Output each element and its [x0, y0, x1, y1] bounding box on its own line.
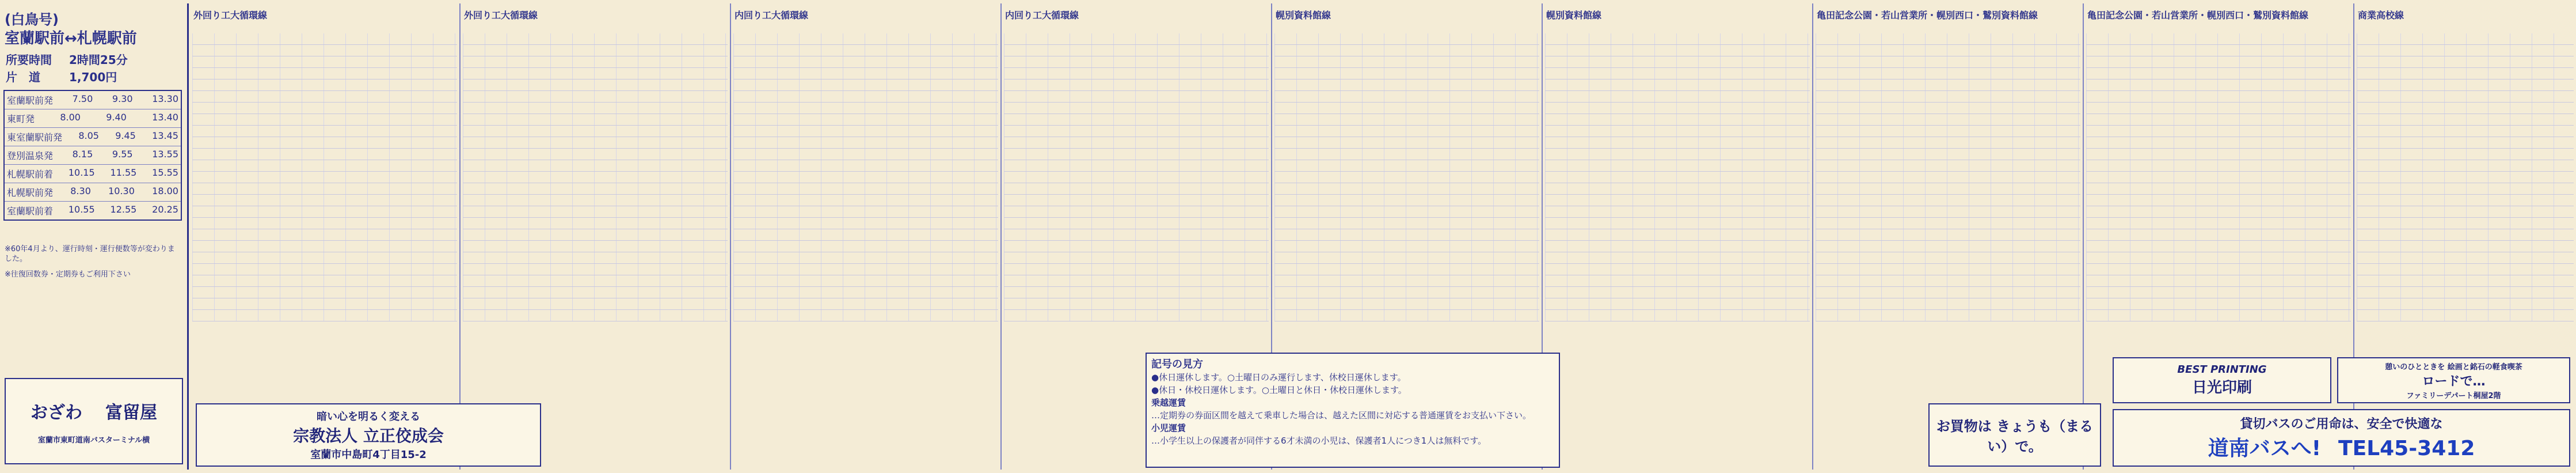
legend-item: ●休日・休校日運休します。○土曜日と休日・休校日運休します。 — [1151, 385, 1407, 395]
stop-name: 室蘭駅前発 — [7, 95, 54, 106]
route-line: 室蘭駅前↔札幌駅前 — [5, 30, 137, 47]
fare-title: 乗越運賃 — [1151, 398, 1186, 408]
time: 12.55 — [110, 204, 137, 215]
fare-value: 1,700円 — [69, 70, 117, 84]
time: 8.30 — [70, 186, 91, 196]
charter-banner — [2113, 409, 2570, 467]
shopping-text: お買物は きょうも（まるい）で。 — [1936, 418, 2094, 455]
time: 13.45 — [152, 130, 178, 141]
time: 9.30 — [112, 93, 133, 104]
temple-org: 宗教法人 立正佼成会 — [293, 426, 444, 445]
timetable-panel — [1543, 3, 1813, 470]
schedule-row — [5, 183, 181, 202]
panel-title: 亀田記念公園・若山営業所・幌別西口・鷲別資料館線 — [2087, 10, 2309, 21]
panel-title: 亀田記念公園・若山営業所・幌別西口・鷲別資料館線 — [1817, 10, 2038, 21]
timetable-panel — [1813, 3, 2084, 470]
time: 7.50 — [72, 93, 93, 104]
shopping-ad — [1928, 403, 2101, 467]
schedule-table — [3, 90, 182, 221]
time: 8.05 — [78, 130, 99, 141]
route-title: (白鳥号) — [5, 12, 59, 28]
printing-jp: 日光印刷 — [2191, 379, 2252, 396]
fare-label: 片 道 — [6, 70, 40, 84]
time: 20.25 — [152, 204, 178, 215]
travel-time-label: 所要時間 — [6, 53, 52, 67]
time: 8.00 — [60, 112, 81, 123]
time: 9.55 — [112, 149, 133, 160]
time: 13.40 — [152, 112, 178, 123]
panel-title: 内回り工大循環線 — [735, 10, 809, 21]
temple-ad — [196, 403, 541, 467]
shop-ozawa: おざわ — [31, 402, 82, 423]
time: 13.55 — [152, 149, 178, 160]
restaurant-name: ロードで… — [2422, 374, 2486, 389]
timetable-grid — [2357, 33, 2574, 321]
stop-name: 札幌駅前着 — [7, 169, 54, 180]
child-title: 小児運賃 — [1151, 423, 1186, 433]
restaurant-ad — [2337, 357, 2570, 403]
panel-title: 商業高校線 — [2358, 10, 2404, 21]
timetable-panel — [461, 3, 731, 470]
company-name: 道南バスへ! — [2208, 437, 2322, 460]
shop-furuya: 富留屋 — [105, 402, 157, 423]
panel-title: 外回り工大循環線 — [464, 10, 538, 21]
timetable-grid — [2086, 33, 2351, 321]
restaurant-place: ファミリーデパート桐屋2階 — [2406, 391, 2501, 400]
fare-text: …定期券の券面区間を越えて乗車した場合は、越えた区間に対応する普通運賃をお支払い下さい。 — [1151, 410, 1532, 421]
schedule-row — [5, 128, 181, 146]
timetable-grid — [1545, 33, 1810, 321]
time: 10.55 — [68, 204, 95, 215]
time: 10.15 — [68, 167, 95, 178]
stop-name: 室蘭駅前着 — [7, 206, 54, 217]
timetable-panel — [731, 3, 1002, 470]
legend-item: ●休日運休します。○土曜日のみ運行します、休校日運休します。 — [1151, 372, 1406, 383]
shop-caption: 室蘭市東町道南バスターミナル横 — [37, 436, 150, 445]
left-shop-ad — [5, 378, 183, 464]
timetable-grid — [192, 33, 457, 321]
schedule-row — [5, 202, 181, 220]
notice-1: ※60年4月より、運行時刻・運行便数等が変わりました。 — [5, 245, 175, 263]
panel-title: 外回り工大循環線 — [193, 10, 268, 21]
timetable-panel — [190, 3, 461, 470]
panel-title: 内回り工大循環線 — [1005, 10, 1079, 21]
time: 10.30 — [108, 186, 135, 196]
timetable-grid — [1274, 33, 1539, 321]
temple-slogan: 暗い心を明るく変える — [317, 411, 420, 423]
stop-name: 登別温泉発 — [7, 150, 54, 161]
panel-title: 幌別資料館線 — [1276, 10, 1331, 21]
time: 11.55 — [110, 167, 137, 178]
stop-name: 東室蘭駅前発 — [7, 132, 63, 143]
temple-address: 室蘭市中島町4丁目15-2 — [310, 449, 427, 461]
legend-title: 記号の見方 — [1151, 358, 1203, 370]
time: 18.00 — [152, 186, 178, 196]
schedule-row — [5, 165, 181, 183]
time: 9.45 — [115, 130, 136, 141]
restaurant-slogan: 憩いのひとときを 絵画と銘石の軽食喫茶 — [2385, 362, 2522, 372]
notice-2: ※往復回数券・定期券もご利用下さい — [5, 270, 131, 279]
schedule-row — [5, 146, 181, 165]
company-tel: TEL45-3412 — [2338, 437, 2475, 460]
timetable-grid — [733, 33, 998, 321]
timetable-grid — [1004, 33, 1269, 321]
time: 13.30 — [152, 93, 178, 104]
schedule-row — [5, 109, 181, 128]
legend-box — [1146, 353, 1560, 468]
panel-title: 幌別資料館線 — [1546, 10, 1602, 21]
time: 15.55 — [152, 167, 178, 178]
child-item: …小学生以上の保護者が同伴する6才未満の小児は、保護者1人につき1人は無料です。 — [1151, 436, 1487, 446]
timetable-grid — [463, 33, 728, 321]
time: 9.40 — [106, 112, 127, 123]
route-info-panel — [0, 3, 189, 470]
printing-en: BEST PRINTING — [2177, 364, 2267, 376]
travel-time-value: 2時間25分 — [69, 53, 128, 67]
timetable-grid — [1816, 33, 2080, 321]
stop-name: 東町発 — [7, 113, 35, 124]
printing-ad — [2113, 357, 2331, 403]
charter-text: 貸切バスのご用命は、安全で快適な — [2240, 417, 2443, 432]
stop-name: 札幌駅前発 — [7, 187, 54, 198]
time: 8.15 — [72, 149, 93, 160]
schedule-row — [5, 91, 181, 109]
